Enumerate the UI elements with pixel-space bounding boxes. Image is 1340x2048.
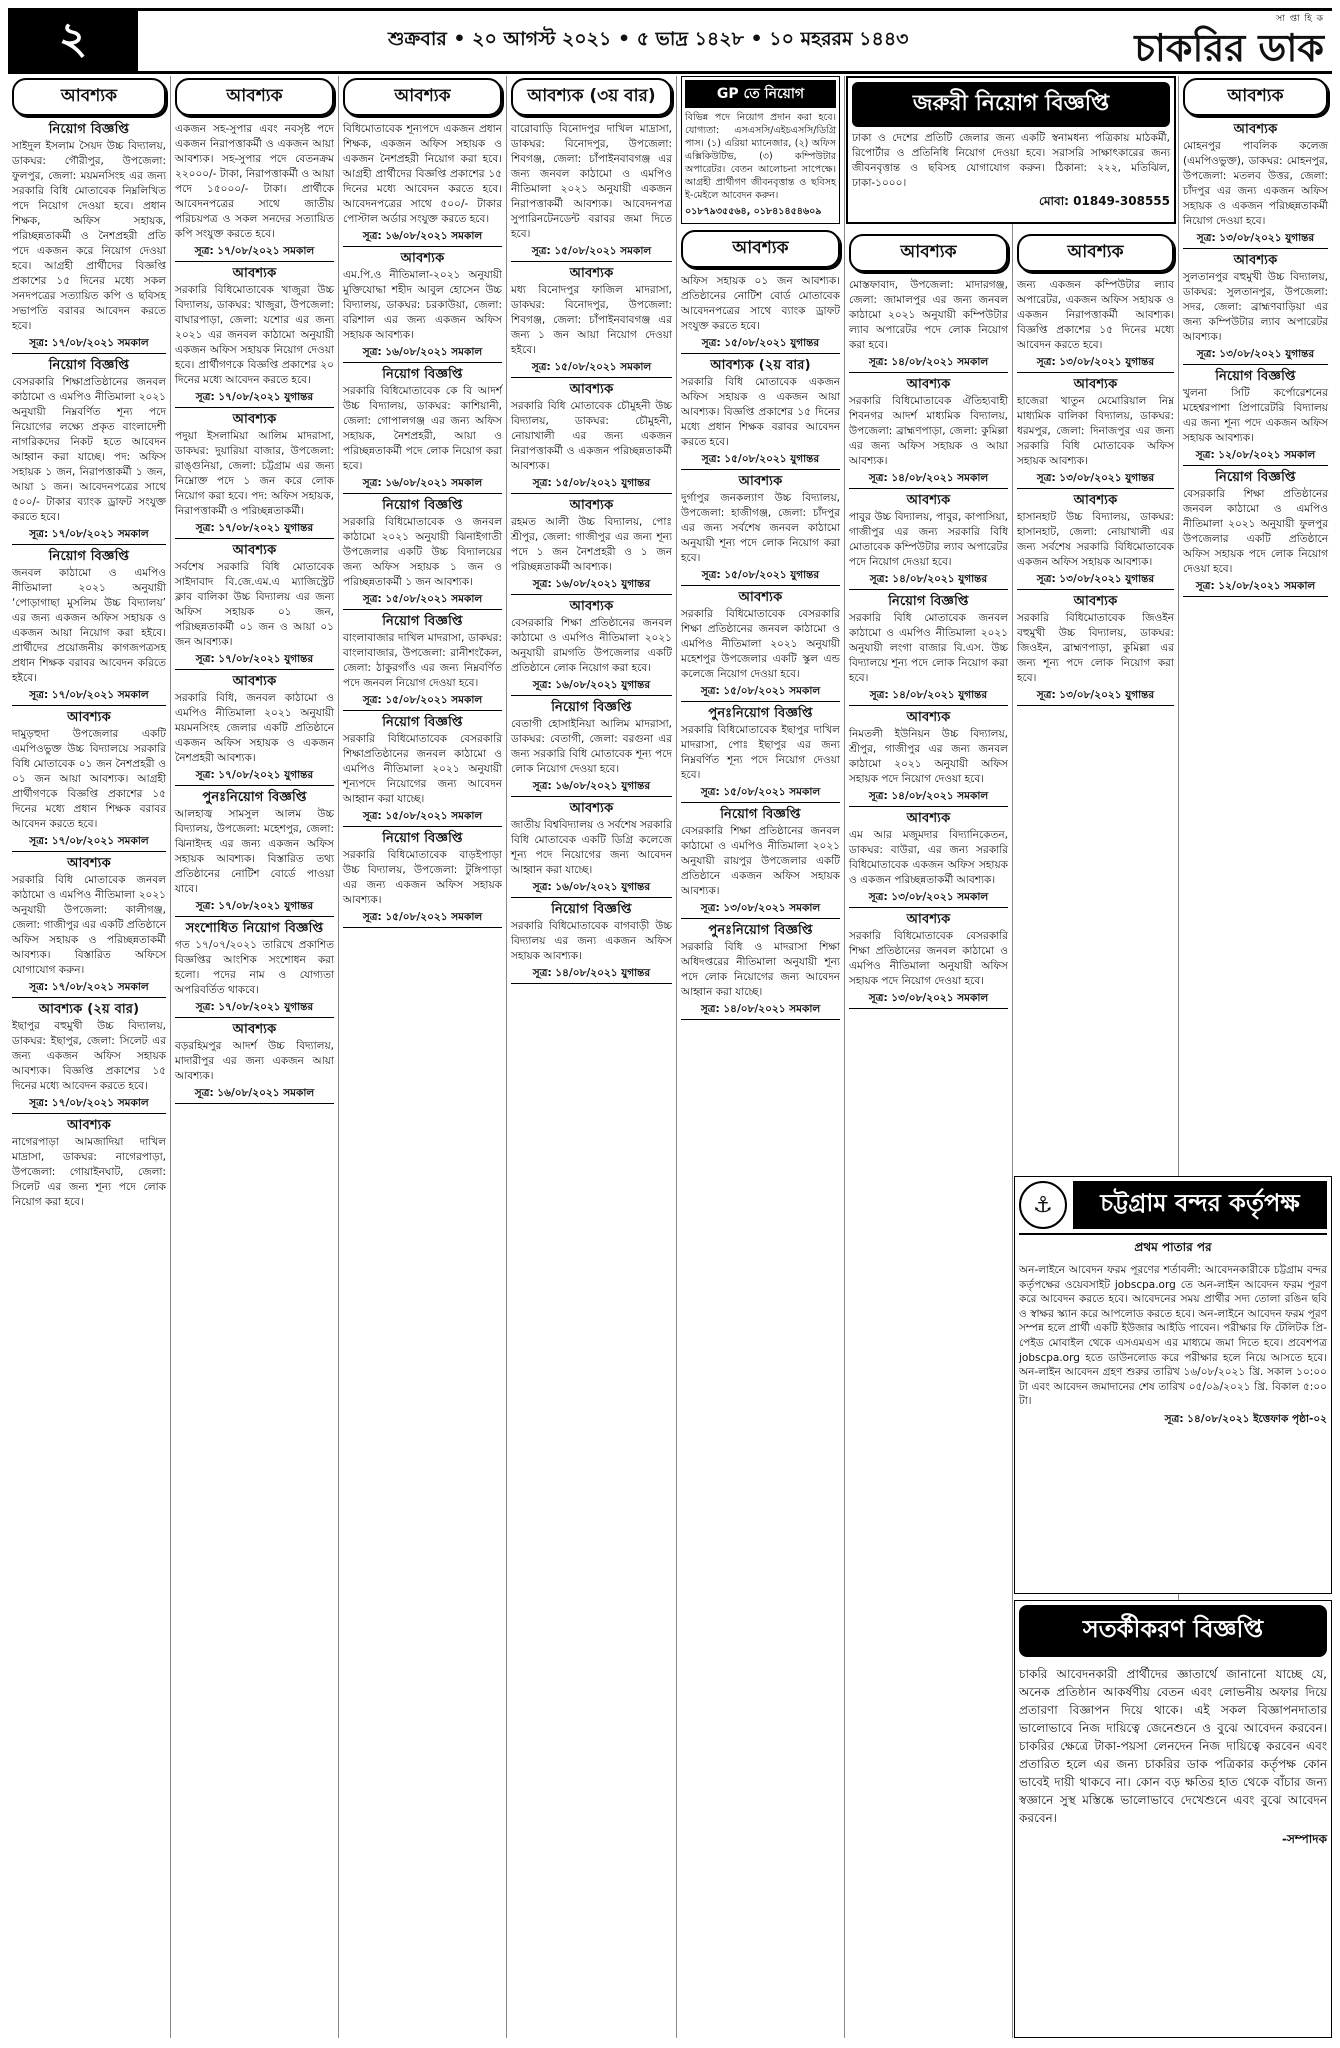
ad-source: সূত্র: ১৩/০৮/২০২১ যুগান্তর [1183,347,1328,365]
classified-ad [12,856,166,998]
ad-body: সরকারি বিধিমোতাবেক ইছাপুর দাখিল মাদরাসা, পোঃ ইছাপুর এর জন্য নিম্নবর্ণিত শূন্য পদে নিয়োগ দেওয়া হবে। [681,724,840,781]
ad-title: পুনঃনিয়োগ বিজ্ঞপ্তি [708,706,813,721]
gp-recruitment-box [681,76,840,224]
ad-body: জন্য একজন কম্পিউটার ল্যাব অপারেটর, একজন অফিস সহায়ক ও একজন নিরাপত্তাকর্মী আবশ্যক। বিজ্ঞপ্তি প্রকাশের ১৫ দিনের মধ্যে আবেদন করতে হবে। [1017,279,1174,351]
classified-ad [849,912,1008,1009]
ad-body: এম.পি.ও নীতিমালা-২০২১ অনুযায়ী মুক্তিযোদ্ধা শহীদ আবুল হোসেন উচ্চ বিদ্যালয়, ডাকঘর: চরকাউয়া, জেলা: বরিশাল এর জন্য একজন অফিস সহায়ক আবশ্যক। [343,269,502,341]
ad-source: সূত্র: ১৫/০৮/২০২১ সমকাল [681,785,840,803]
ad-source: সূত্র: ১৫/০৮/২০২১ যুগান্তর [511,476,672,494]
ad-body: সরকারি বিধি মোতাবেক জনবল কাঠামো ও এমপিও নীতিমালা ২০২১ অনুযায়ী উপজেলা: কালীগঞ্জ, জেলা: গাজীপুর এর একটি প্রতিষ্ঠানে অফিস সহায়ক ও পরিচ্ছন্নতাকর্মী আবশ্যক। বিস্তারিত অফিসে যোগাযোগ করুন। [12,874,166,976]
ad-source: সূত্র: ১৪/০৮/২০২১ সমকাল [849,471,1008,489]
ad-source: সূত্র: ১৩/০৮/২০২১ যুগান্তর [1017,572,1174,590]
ad-title: আবশ্যক [67,710,111,725]
ad-title: আবশ্যক [569,599,614,614]
ad-source: সূত্র: ১৫/০৮/২০২১ যুগান্তর [681,336,840,354]
section-heading: আবশ্যক [175,78,334,116]
ad-title: আবশ্যক [1073,377,1118,392]
ad-title: নিয়োগ বিজ্ঞপ্তি [1215,369,1296,384]
ad-body: সরকারি বিধিমোতাবেক ও জনবল কাঠামো ২০২১ অনুযায়ী ঝিনাইগাতী উপজেলার একটি উচ্চ বিদ্যালয়ের জন্য অফিস সহায়ক ১ জন ও পরিচ্ছন্নতাকর্মী ১ জন আবশ্যক। [343,516,502,588]
warning-notice [1014,1600,1332,2038]
classified-ad [1017,278,1174,373]
ad-body: পাবুর উচ্চ বিদ্যালয়, পাবুর, কাপাসিয়া, গাজীপুর এর জন্য সরকারি বিধি মোতাবেক কম্পিউটার ল্যাব অপারেটর পদে নিয়োগ দেওয়া হবে। [849,511,1008,568]
classified-ad [343,715,502,827]
urgent-recruitment-notice [846,76,1176,224]
ad-title: আবশ্যক [232,1022,277,1037]
ad-source: সূত্র: ১৬/০৮/২০২১ সমকাল [343,229,502,247]
ad-title: আবশ্যক [738,474,783,489]
warning-title: সতর্কীকরণ বিজ্ঞপ্তি [1019,1605,1327,1657]
urgent-notice-mobile: মোবা: 01849-308555 [1039,194,1170,208]
ad-body: নিমতলী ইউনিয়ন উচ্চ বিদ্যালয়, শ্রীপুর, গাজীপুর এর জন্য জনবল কাঠামো ২০২১ অনুযায়ী অফিস সহায়ক পদে নিয়োগ দেওয়া হবে। [849,728,1008,785]
ad-title: আবশ্যক [232,543,277,558]
ad-body: বেসরকারি শিক্ষা প্রতিষ্ঠানের জনবল কাঠামো ও এমপিও নীতিমালা ২০২১ অনুযায়ী রায়পুর উপজেলার একটি প্রতিষ্ঠানে একজন অফিস সহায়ক আবশ্যক। [681,825,840,897]
ad-source: সূত্র: ১৭/০৮/২০২১ সমকাল [12,1096,166,1114]
classified-ad [1183,253,1328,365]
ad-source: সূত্র: ১৪/০৮/২০২১ সমকাল [681,1002,840,1020]
ad-source: সূত্র: ১৩/০৮/২০২১ যুগান্তর [1017,355,1174,373]
ad-body: বেসরকারি শিক্ষা প্রতিষ্ঠানের জনবল কাঠামো ও এমপিও নীতিমালা ২০২১ অনুযায়ী ফুলপুর উপজেলার একটি প্রতিষ্ঠানে অফিস সহায়ক পদে লোক নিয়োগ দেওয়া হবে। [1183,488,1328,575]
ad-body: ইছাপুর বহুমুখী উচ্চ বিদ্যালয়, ডাকঘর: ইছাপুর, জেলা: সিলেট এর জন্য একজন অফিস সহায়ক আবশ্যক। বিজ্ঞপ্তি প্রকাশের ১৫ দিনের মধ্যে আবেদন করতে হবে। [12,1020,166,1092]
ad-body: বেসরকারি শিক্ষা প্রতিষ্ঠানের জনবল কাঠামো ও এমপিও নীতিমালা ২০২১ অনুযায়ী রামগতি উপজেলার একটি প্রতিষ্ঠানে লোক নিয়োগ করা হবে। [511,617,672,674]
classified-ad [175,790,334,917]
classified-ad [511,599,672,696]
classified-ad [849,594,1008,706]
classified-ad [12,122,166,354]
ad-source: সূত্র: ১৭/০৮/২০২১ সমকাল [175,244,334,262]
ad-source: সূত্র: ১৩/০৮/২০২১ যুগান্তর [1017,471,1174,489]
ad-body: বেসরকারি শিক্ষাপ্রতিষ্ঠানের জনবল কাঠামো ও এমপিও নীতিমালা ২০২১ অনুযায়ী নিম্নবর্ণিত শূন্য পদে নিয়োগের লক্ষ্যে প্রকৃত বাংলাদেশী নাগরিকদের নিকট হতে আবেদন আহ্বান করা যাচ্ছে। পদ: অফিস সহায়ক ১ জন, নিরাপত্তাকর্মী ১ জন, আয়া ১ জন। আবেদনপত্রের সাথে ৫০০/- টাকার ব্যাংক ড্রাফট সংযুক্ত করতে হবে। [12,376,166,523]
anchor-icon: ⚓ [1019,1181,1067,1229]
ad-body: সরকারি বিধিমোতাবেক ঐতিহ্যবাহী শিবনগর আদর্শ মাধ্যমিক বিদ্যালয়, উপজেলা: ব্রাহ্মণপাড়া, জেলা: কুমিল্লা এর জন্য অফিস সহায়ক ও আয়া আবশ্যক। [849,395,1008,467]
ad-body: এম আর মজুমদার বিদ্যানিকেতন, ডাকঘর: বাউরা, এর জন্য সরকারি বিধিমোতাবেক একজন অফিস সহায়ক ও একজন পরিচ্ছন্নতাকর্মী আবশ্যক। [849,829,1008,886]
section-heading: আবশ্যক [12,78,166,116]
ad-source: সূত্র: ১৫/০৮/২০২১ সমকাল [343,910,502,928]
ad-title: নিয়োগ বিজ্ঞপ্তি [720,807,801,822]
classified-ad [681,274,840,354]
classified-ad [511,122,672,262]
ad-title: আবশ্যক [569,498,614,513]
ad-title: নিয়োগ বিজ্ঞপ্তি [48,122,130,137]
section-heading: আবশ্যক [681,230,840,268]
classified-ad [681,590,840,702]
ad-source: সূত্র: ১৪/০৮/২০২১ যুগান্তর [511,966,672,984]
ad-source: সূত্র: ১৭/০৮/২০২১ যুগান্তর [175,768,334,786]
classified-ad [12,358,166,545]
ad-source: সূত্র: ১৬/০৮/২০২১ সমকাল [175,1086,334,1104]
port-source: সূত্র: ১৪/০৮/২০২১ ইত্তেফাক পৃষ্ঠা-০২ [1164,1412,1327,1425]
ad-source: সূত্র: ১৫/০৮/২০২১ সমকাল [343,693,502,711]
ad-title: আবশ্যক [906,912,951,927]
classified-ad [849,377,1008,489]
ad-title: নিয়োগ বিজ্ঞপ্তি [382,498,463,513]
ad-body: বেতাগী হোসাইনিয়া আলিম মাদরাসা, ডাকঘর: বেতাগী, জেলা: বরগুনা এর জন্য সরকারি বিধি মোতাবেক শূন্য পদে লোক নিয়োগ দেওয়া হবে। [511,718,672,775]
brand-tag: সা প্তা হি ক [1276,14,1324,24]
ad-body: সরকারি বিধিমোতাবেক খাজুরা উচ্চ বিদ্যালয়, ডাকঘর: খাজুরা, উপজেলা: বাঘারপাড়া, জেলা: যশোর এর জন্য ২০২১ এর জনবল কাঠামো অনুযায়ী একজন অফিস সহায়ক নিয়োগ দেওয়া হবে। প্রার্থীগণকে বিজ্ঞপ্তি প্রকাশের ২০ দিনের মধ্যে আবেদন করতে হবে। [175,284,334,386]
column-4 [506,76,676,2038]
ad-source: সূত্র: ১৩/০৮/২০২১ সমকাল [681,901,840,919]
ad-title: আবশ্যক [1233,122,1278,137]
port-authority-notice [1014,1176,1332,1594]
ad-body: পদুয়া ইসলামিয়া আলিম মাদরাসা, ডাকঘর: দুয়ারিয়া বাজার, উপজেলা: রাঙ্গুনিয়া, জেলা: চট্টগ্রাম এর জন্য নিম্নোক্ত পদে ১ জন করে লোক নিয়োগ করা হবে। পদ: অফিস সহায়ক, নিরাপত্তাকর্মী ও পরিচ্ছন্নতাকর্মী। [175,430,334,517]
ad-body: বড়রহিমপুর আদর্শ উচ্চ বিদ্যালয়, মাদারীপুর এর জন্য একজন আয়া আবশ্যক। [175,1040,334,1082]
classified-ad [175,674,334,786]
ad-source: সূত্র: ১২/০৮/২০২১ সমকাল [1183,448,1328,466]
ad-body: অফিস সহায়ক ০১ জন আবশ্যক। প্রতিষ্ঠানের নোটিশ বোর্ড মোতাবেক আবেদনপত্রের সাথে ব্যাংক ড্রাফট সংযুক্ত করতে হবে। [681,275,840,332]
ad-source: সূত্র: ১৬/০৮/২০২১ যুগান্তর [511,779,672,797]
ad-body: রহমত আলী উচ্চ বিদ্যালয়, পোঃ শ্রীপুর, জেলা: গাজীপুর এর জন্য শূন্য পদে ১ জন নৈশপ্রহরী ও ১ জন পরিচ্ছন্নতাকর্মী আবশ্যক। [511,516,672,573]
ad-source: সূত্র: ১৪/০৮/২০২১ যুগান্তর [849,572,1008,590]
classified-ad [511,902,672,984]
ad-source: সূত্র: ১৫/০৮/২০২১ সমকাল [343,809,502,827]
ad-title: নিয়োগ বিজ্ঞপ্তি [382,715,463,730]
ad-body: সরকারি বিধিমোতাবেক বাড়ইপাড়া উচ্চ বিদ্যালয়, উপজেলা: টুঙ্গিপাড়া এর জন্য একজন অফিস সহায়ক আবশ্যক। [343,849,502,906]
classified-ad [12,710,166,852]
section-heading: আবশ্যক [1183,78,1328,116]
ad-title: আবশ্যক [906,710,951,725]
ad-source: সূত্র: ১৩/০৮/২০২১ সমকাল [849,991,1008,1009]
classified-ad [1183,470,1328,597]
page-number: ২ [8,11,138,71]
ad-body: একজন সহ-সুপার এবং নবসৃষ্ট পদে একজন নিরাপত্তাকর্মী ও একজন আয়া আবশ্যক। সহ-সুপার পদে বেতনক্রম ২২০০০/- টাকা, নিরাপত্তাকর্মী ও আয়া পদে ১৫০০০/- টাকা। প্রার্থীকে আবেদনপত্রের সাথে জাতীয় পরিচয়পত্র ও সকল সনদের সত্যায়িত কপি সংযুক্ত করতে হবে। [175,123,334,240]
gp-title: GP তে নিয়োগ [685,80,836,108]
classified-ad [343,498,502,610]
ad-title: আবশ্যক [1233,253,1278,268]
ad-source: সূত্র: ১৪/০৮/২০২১ সমকাল [849,789,1008,807]
ad-body: মোহনপুর পাবলিক কলেজ (এমপিওভুক্ত), ডাকঘর: মোহনপুর, উপজেলা: মতলব উত্তর, জেলা: চাঁদপুর এর জন্য একজন অফিস সহায়ক ও একজন পরিচ্ছন্নতাকর্মী নিয়োগ দেওয়া হবে। [1183,140,1328,227]
ad-body: সরকারি বিধিমোতাবেক বাগবাড়ী উচ্চ বিদ্যালয় এর জন্য একজন অফিস সহায়ক আবশ্যক। [511,920,672,962]
classified-ad [175,412,334,539]
column-3 [338,76,506,2038]
brand [1134,11,1324,70]
ad-body: সরকারি বিধিমোতাবেক কে বি আদর্শ উচ্চ বিদ্যালয়, ডাকঘর: কাশিয়ানী, জেলা: গোপালগঞ্জ এর জন্য অফিস সহায়ক, নৈশপ্রহরী, আয়া ও পরিচ্ছন্নতাকর্মী পদে লোক নিয়োগ করা হবে। [343,385,502,472]
column-1 [8,76,170,2038]
classified-ad [1017,594,1174,706]
ad-body: সরকারি বিধি মোতাবেক জনবল কাঠামো ও এমপিও নীতিমালা ২০২১ অনুযায়ী লংগা বাজার বি.এস. উচ্চ বিদ্যালয়ে শূন্য পদে লোক নিয়োগ করা হবে। [849,612,1008,684]
section-heading: আবশ্যক [1017,234,1174,272]
ad-title: আবশ্যক [67,856,111,871]
ad-body: সরকারি বিধিমোতাবেক জিওইন বহুমুখী উচ্চ বিদ্যালয়, ডাকঘর: জিওইন, ব্রাহ্মণপাড়া, কুমিল্লা এর জন্য শূন্য পদে লোক নিয়োগ করা হবে। [1017,612,1174,684]
classified-ad [681,706,840,803]
classified-ad [12,1002,166,1114]
ad-source: সূত্র: ১৩/০৮/২০২১ যুগান্তর [1183,231,1328,249]
column-5 [676,76,844,2038]
ad-body: সরকারি বিধি ও মাদরাসা শিক্ষা অধিদপ্তরের নীতিমালা অনুযায়ী শূন্য পদে লোক নিয়োগের জন্য আবেদন আহ্বান করা যাচ্ছে। [681,941,840,998]
ad-title: নিয়োগ বিজ্ঞপ্তি [888,594,969,609]
ad-body: জাতীয় বিশ্ববিদ্যালয় ও সর্বশেষ সরকারি বিধি মোতাবেক একটি ডিগ্রি কলেজে শূন্য পদে নিয়োগের জন্য আবেদন আহ্বান করা যাচ্ছে। [511,819,672,876]
ad-source: সূত্র: ১৭/০৮/২০২১ সমকাল [12,834,166,852]
classified-ad [343,251,502,363]
classified-ad [511,801,672,898]
ad-title: আবশ্যক [569,266,614,281]
ad-body: বাংলাবাজার দাখিল মাদরাসা, ডাকঘর: বাংলাবাজার, উপজেলা: রানীশংকৈল, জেলা: ঠাকুরগাঁও এর জন্য নিম্নবর্ণিত পদে জনবল নিয়োগ দেওয়া হবে। [343,632,502,689]
ad-title: নিয়োগ বিজ্ঞপ্তি [48,358,130,373]
ad-source: সূত্র: ১৫/০৮/২০২১ সমকাল [511,360,672,378]
classified-ad [511,382,672,494]
ad-body: গত ১৭/০৭/২০২১ তারিখে প্রকাশিত বিজ্ঞপ্তির আংশিক সংশোধন করা হলো। পদের নাম ও যোগ্যতা অপরিবর্তিত থাকবে। [175,939,334,996]
classified-ad [681,474,840,586]
ad-title: আবশ্যক [906,811,951,826]
ad-source: সূত্র: ১৭/০৮/২০২১ যুগান্তর [175,521,334,539]
ad-source: সূত্র: ১৫/০৮/২০২১ যুগান্তর [681,568,840,586]
ad-title: পুনঃনিয়োগ বিজ্ঞপ্তি [202,790,307,805]
ad-source: সূত্র: ১৬/০৮/২০২১ যুগান্তর [511,678,672,696]
ad-title: নিয়োগ বিজ্ঞপ্তি [382,831,463,846]
masthead [8,8,1332,74]
warning-sign: -সম্পাদক [1282,1832,1327,1846]
ad-title: আবশ্যক [1073,594,1118,609]
ad-title: আবশ্যক [232,674,277,689]
classified-ad [681,807,840,919]
port-body: অন-লাইনে আবেদন ফরম পূরণের শর্তাবলী: আবেদনকারীকে চট্টগ্রাম বন্দর কর্তৃপক্ষের ওয়েবসাইট jobscpa.org তে অন-লাইন আবেদন ফরম পূরণ করে আবেদন করতে হবে। আবেদনের সময় প্রার্থীর সদ্য তোলা রঙিন ছবি ও স্বাক্ষর স্ক্যান করে আপলোড করতে হবে। অন-লাইনে আবেদন ফরম পূরণ সম্পন্ন হলে প্রার্থী একটি ইউজার আইডি পাবেন। পরীক্ষার ফি টেলিটক প্রি-পেইড মোবাইল থেকে এসএমএস এর মাধ্যমে জমা দিতে হবে। প্রবেশপত্র jobscpa.org হতে ডাউনলোড করে পরীক্ষার হলে নিয়ে আসতে হবে। অন-লাইন আবেদন গ্রহণ শুরুর তারিখ ১৬/০৮/২০২১ খ্রি. সকাল ১০:০০ টা এবং আবেদন জমাদানের শেষ তারিখ ০৫/০৯/২০২১ খ্রি. বিকাল ৫:০০ টা। [1019,1264,1327,1408]
ad-source: সূত্র: ১৭/০৮/২০২১ সমকাল [12,688,166,706]
ad-body: সরকারি বিধিমোতাবেক বেসরকারি শিক্ষা প্রতিষ্ঠানের জনবল কাঠামো ও এমপিও নীতিমালা ২০২১ অনুযায়ী মহেশপুর উপজেলার একটি স্কুল এন্ড কলেজে নিয়োগ দেওয়া হবে। [681,608,840,680]
ad-title: আবশ্যক [1073,493,1118,508]
classified-ad [175,543,334,670]
ad-source: সূত্র: ১৭/০৮/২০২১ সমকাল [12,336,166,354]
classified-ad [12,549,166,706]
ad-source: সূত্র: ১৭/০৮/২০২১ সমকাল [12,980,166,998]
brand-name: চাকরির ডাক [1134,25,1324,70]
ad-source: সূত্র: ১৫/০৮/২০২১ সমকাল [511,244,672,262]
section-heading: আবশ্যক [849,234,1008,272]
classified-ad [1017,493,1174,590]
classified-ad [511,498,672,595]
column-2 [170,76,338,2038]
port-name: চট্টগ্রাম বন্দর কর্তৃপক্ষ [1073,1181,1327,1229]
ad-body: সুলতানপুর বহুমুখী উচ্চ বিদ্যালয়, ডাকঘর: সুলতানপুর, উপজেলা: সদর, জেলা: ব্রাহ্মণবাড়িয়া এর জন্য কম্পিউটার ল্যাব অপারেটর আবশ্যক। [1183,271,1328,343]
column-6 [844,76,1012,2038]
classified-ad [343,614,502,711]
ad-title: আবশ্যক (২য় বার) [38,1002,140,1017]
ad-source: সূত্র: ১৬/০৮/২০২১ যুগান্তর [511,880,672,898]
ad-body: মধ্য বিনোদপুর ফাজিল মাদরাসা, ডাকঘর: বিনোদপুর, উপজেলা: শিবগঞ্জ, জেলা: চাঁপাইনবাবগঞ্জ এর জন্য ১ জন আয়া নিয়োগ দেওয়া হইবে। [511,284,672,356]
ad-title: নিয়োগ বিজ্ঞপ্তি [1215,470,1296,485]
ad-body: সরকারি বিধি, জনবল কাঠামো ও এমপিও নীতিমালা ২০২১ অনুযায়ী ময়মনসিংহ জেলার একটি প্রতিষ্ঠানে একজন অফিস সহায়ক ও একজন নৈশপ্রহরী আবশ্যক। [175,692,334,764]
ad-body: নাগেরপাড়া আমজাদিয়া দাখিল মাদ্রাসা, ডাকঘর: নাগেরপাড়া, উপজেলা: গোয়াইনঘাট, জেলা: সিলেট এর জন্য শূন্য পদে লোক নিয়োগ করা হবে। [12,1136,166,1208]
classified-ad [511,700,672,797]
ad-title: আবশ্যক (২য় বার) [710,358,811,373]
ad-title: আবশ্যক [738,590,783,605]
section-heading: আবশ্যক (৩য় বার) [511,78,672,116]
gp-contact: ০১৮৭৯৩৫৫৬৪, ০১৮৪১৪৫৪৬০৯ [685,206,822,217]
ad-source: সূত্র: ১৩/০৮/২০২১ সমকাল [849,890,1008,908]
classified-ad [343,367,502,494]
classified-ad [849,493,1008,590]
ad-body: বারোবাড়ি বিনোদপুর দাখিল মাদ্রাসা, ডাকঘর: বিনোদপুর, উপজেলা: শিবগঞ্জ, জেলা: চাঁপাইনবাবগঞ্জ এর জন্য জনবল কাঠামো ও এমপিও নীতিমালা ২০২১ অনুযায়ী একজন নিরাপত্তাকর্মী আবশ্যক। আবেদনপত্র সুপারিনটেনডেন্ট বরাবর জমা দিতে হবে। [511,123,672,240]
ad-title: আবশ্যক [569,382,614,397]
ad-body: হাজেরা খাতুন মেমোরিয়াল নিম্ন মাধ্যমিক বালিকা বিদ্যালয়, ডাকঘর: ধরমপুর, জেলা: দিনাজপুর এর জন্য সরকারি বিধি মোতাবেক অফিস সহায়ক আবশ্যক। [1017,395,1174,467]
classified-ad [175,921,334,1018]
port-subtitle: প্রথম পাতার পর [1134,1240,1212,1254]
classified-ad [1017,377,1174,489]
ad-source: সূত্র: ১৩/০৮/২০২১ যুগান্তর [1017,688,1174,706]
ad-title: আবশ্যক [232,266,277,281]
ad-source: সূত্র: ১৫/০৮/২০২১ সমকাল [681,684,840,702]
ad-title: নিয়োগ বিজ্ঞপ্তি [48,549,130,564]
ad-body: সরকারি বিধিমোতাবেক বেসরকারি শিক্ষা প্রতিষ্ঠানের জনবল কাঠামো ও এমপিও নীতিমালা অনুযায়ী অফিস সহায়ক পদে নিয়োগ দেওয়া হবে। [849,930,1008,987]
ad-source: সূত্র: ১২/০৮/২০২১ সমকাল [1183,579,1328,597]
ad-source: সূত্র: ১৫/০৮/২০২১ সমকাল [343,592,502,610]
ad-title: সংশোধিত নিয়োগ বিজ্ঞপ্তি [185,921,324,936]
classified-ad [511,266,672,378]
ad-source: সূত্র: ১৭/০৮/২০২১ সমকাল [12,527,166,545]
ad-body: দামুড়হুদা উপজেলার একটি এমপিওভুক্ত উচ্চ বিদ্যালয়ে সরকারি বিধি মোতাবেক ০১ জন নৈশপ্রহরী ও ০১ জন আয়া আবশ্যক। আগ্রহী প্রার্থীগণকে বিজ্ঞপ্তি প্রকাশের ১৫ দিনের মধ্যে প্রধান শিক্ষক বরাবর আবেদন করতে হবে। [12,728,166,830]
ad-body: দুর্গাপুর জনকল্যাণ উচ্চ বিদ্যালয়, উপজেলা: হাজীগঞ্জ, জেলা: চাঁদপুর এর জন্য সর্বশেষ জনবল কাঠামো অনুযায়ী শূন্য পদে লোক নিয়োগ করা হবে। [681,492,840,564]
ad-body: সরকারি বিধি মোতাবেক একজন অফিস সহায়ক ও একজন আয়া আবশ্যক। বিজ্ঞপ্তি প্রকাশের ১৫ দিনের মধ্যে প্রধান শিক্ষক বরাবর আবেদন করতে হবে। [681,376,840,448]
ad-body: সরকারি বিধিমোতাবেক বেসরকারি শিক্ষাপ্রতিষ্ঠানের জনবল কাঠামো ও এমপিও নীতিমালা ২০২১ অনুযায়ী শূন্যপদে নিয়োগের জন্য আবেদন আহ্বান করা যাচ্ছে। [343,733,502,805]
ad-source: সূত্র: ১৭/০৮/২০২১ যুগান্তর [175,899,334,917]
ad-body: জনবল কাঠামো ও এমপিও নীতিমালা ২০২১ অনুযায়ী ‘পোড়াগাছা মুসলিম উচ্চ বিদ্যালয়’ এর জন্য একজন অফিস সহায়ক ও একজন আয়া নিয়োগ করা হইবে। প্রার্থীদের প্রয়োজনীয় কাগজপত্রসহ প্রধান শিক্ষক বরাবর আবেদন করিতে হইবে। [12,567,166,684]
ad-title: আবশ্যক [906,377,951,392]
classified-ad [175,1022,334,1104]
classified-ad [849,278,1008,373]
warning-body: চাকরি আবেদনকারী প্রার্থীদের জ্ঞাতার্থে জানানো যাচ্ছে যে, অনেক প্রতিষ্ঠান আকর্ষণীয় বেতন এবং লোভনীয় অফার দিয়ে প্রতারণা বিজ্ঞাপন দিয়ে থাকে। এই সকল বিজ্ঞাপনদাতার ভালোভাবে নিজ দায়িত্বে জেনেশুনে ও বুঝে আবেদন করবেন। চাকরির ক্ষেত্রে টাকা-পয়সা লেনদেন নিজ দায়িত্বে করবেন এবং প্রতারিত হলে এর জন্য চাকরির ডাক পত্রিকার কর্তৃপক্ষ কোন ভাবেই দায়ী থাকবে না। কোন বড় ক্ষতির হাত থেকে বাঁচার জন্য স্বজ্ঞানে সুস্থ মস্তিষ্কে ভালোভাবে দেখেশুনে এবং বুঝে আবেদন করবেন। [1019,1667,1327,1825]
ad-body: সর্বশেষ সরকারি বিধি মোতাবেক সাইদাবাদ বি.জে.এম.এ ম্যাজিস্ট্রেট ক্লাব বালিকা উচ্চ বিদ্যালয় এর জন্য অফিস সহায়ক ০১ জন, পরিচ্ছন্নতাকর্মী ০১ জন ও আয়া ০১ জন আবশ্যক। [175,561,334,648]
ad-title: আবশ্যক [906,493,951,508]
ad-source: সূত্র: ১৭/০৮/২০২১ যুগান্তর [175,652,334,670]
classified-ad [175,122,334,262]
ad-title: আবশ্যক [67,1118,111,1133]
ad-source: সূত্র: ১৪/০৮/২০২১ যুগান্তর [849,688,1008,706]
ad-title: নিয়োগ বিজ্ঞপ্তি [382,367,463,382]
ad-body: হাসানহাট উচ্চ বিদ্যালয়, ডাকঘর: হাসানহাট, জেলা: নোয়াখালী এর জন্য সর্বশেষ সরকারি বিধিমোতাবেক একজন অফিস সহায়ক আবশ্যক। [1017,511,1174,568]
ad-body: মোস্তফাবাদ, উপজেলা: মাদারগঞ্জ, জেলা: জামালপুর এর জন্য জনবল কাঠামো ২০২১ অনুযায়ী কম্পিউটার ল্যাব অপারেটর পদে লোক নিয়োগ করা হবে। [849,279,1008,351]
ad-body: আলহাজ্ব সামসুল আলম উচ্চ বিদ্যালয়, উপজেলা: মহেশপুর, জেলা: ঝিনাইদহ এর জন্য একজন অফিস সহায়ক আবশ্যক। বিস্তারিত তথ্য প্রতিষ্ঠানের নোটিশ বোর্ডে পাওয়া যাবে। [175,808,334,895]
ad-title: নিয়োগ বিজ্ঞপ্তি [551,902,632,917]
classified-ad [1183,122,1328,249]
urgent-notice-body: ঢাকা ও দেশের প্রতিটি জেলার জন্য একটি স্বনামধন্য পত্রিকায় মাঠকর্মী, রিপোর্টার ও প্রতিনিধি নিয়োগ দেওয়া হবে। সরাসরি সাক্ষাৎকারের জন্য জীবনবৃত্তান্ত ও ছবিসহ যোগাযোগ করুন। ঠিকানা: ২২২, মতিঝিল, ঢাকা-১০০০। [852,132,1170,189]
urgent-notice-title: জরুরী নিয়োগ বিজ্ঞপ্তি [852,82,1170,127]
ad-title: পুনঃনিয়োগ বিজ্ঞপ্তি [708,923,813,938]
ad-source: সূত্র: ১৭/০৮/২০২১ যুগান্তর [175,390,334,408]
ad-source: সূত্র: ১৬/০৮/২০২১ সমকাল [343,345,502,363]
classified-ad [1183,369,1328,466]
classified-ad [343,122,502,247]
classified-ad [175,266,334,408]
ad-body: খুলনা সিটি কর্পোরেশনের মহেশ্বরপাশা প্রিপারেটরি বিদ্যালয় এর জন্য শূন্য পদে একজন অফিস সহায়ক আবশ্যক। [1183,387,1328,444]
classified-ad [849,811,1008,908]
date-line: শুক্রবার • ২০ আগস্ট ২০২১ • ৫ ভাদ্র ১৪২৮ • ১০ মহররম ১৪৪৩ [388,28,909,50]
ad-source: সূত্র: ১৫/০৮/২০২১ যুগান্তর [681,452,840,470]
ad-title: আবশ্যক [400,251,445,266]
section-heading: আবশ্যক [343,78,502,116]
ad-title: নিয়োগ বিজ্ঞপ্তি [551,700,632,715]
ad-body: বিধিমোতাবেক শূন্যপদে একজন প্রধান শিক্ষক, একজন অফিস সহায়ক ও একজন নৈশপ্রহরী নিয়োগ করা হবে। আগ্রহী প্রার্থীদের বিজ্ঞপ্তি প্রকাশের ১৫ দিনের মধ্যে আবেদন করতে হবে। আবেদনপত্রের সাথে ৫০০/- টাকার পোস্টাল অর্ডার সংযুক্ত করতে হবে। [343,123,502,225]
ad-title: নিয়োগ বিজ্ঞপ্তি [382,614,463,629]
port-header [1019,1181,1327,1235]
classified-ad [12,1118,166,1210]
ad-body: সাইদুল ইসলাম সৈয়দ উচ্চ বিদ্যালয়, ডাকঘর: গৌরীপুর, উপজেলা: ফুলপুর, জেলা: ময়মনসিংহ এর জন্য সরকারি বিধি মোতাবেক নিম্নলিখিত পদে নিয়োগ দেওয়া হবে। প্রধান শিক্ষক, অফিস সহায়ক, পরিচ্ছন্নতাকর্মী ও নৈশপ্রহরী প্রতি পদে একজন করে নিয়োগ দেওয়া হবে। আগ্রহী প্রার্থীদের বিজ্ঞপ্তি প্রকাশের ১৫ দিনের মধ্যে সকল সনদপত্রের সত্যায়িত কপি ও ছবিসহ সভাপতি বরাবর আবেদন করতে হবে। [12,140,166,332]
ad-body: সরকারি বিধি মোতাবেক চৌমুহনী উচ্চ বিদ্যালয়, ডাকঘর: চৌমুহনী, নোয়াখালী এর জন্য একজন নিরাপত্তাকর্মী ও একজন পরিচ্ছন্নতাকর্মী আবশ্যক। [511,400,672,472]
ad-source: সূত্র: ১৬/০৮/২০২১ সমকাল [343,476,502,494]
classified-ad [849,710,1008,807]
ad-title: আবশ্যক [569,801,614,816]
classified-ad [343,831,502,928]
ad-title: আবশ্যক [232,412,277,427]
classified-ad [681,923,840,1020]
ad-source: সূত্র: ১৪/০৮/২০২১ সমকাল [849,355,1008,373]
classified-ad [681,358,840,470]
ad-source: সূত্র: ১৬/০৮/২০২১ যুগান্তর [511,577,672,595]
ad-source: সূত্র: ১৭/০৮/২০২১ যুগান্তর [175,1000,334,1018]
gp-body: বিভিন্ন পদে নিয়োগ প্রদান করা হবে। যোগ্যতা: এসএসসি/এইচএসসি/ডিগ্রি পাস। (১) এরিয়া ম্যানেজার, (২) অফিস এক্সিকিউটিভ, (৩) কম্পিউটার অপারেটর। বেতন আলোচনা সাপেক্ষে। আগ্রহী প্রার্থীগণ জীবনবৃত্তান্ত ও ছবিসহ ই-মেইলে আবেদন করুন। [685,112,836,201]
